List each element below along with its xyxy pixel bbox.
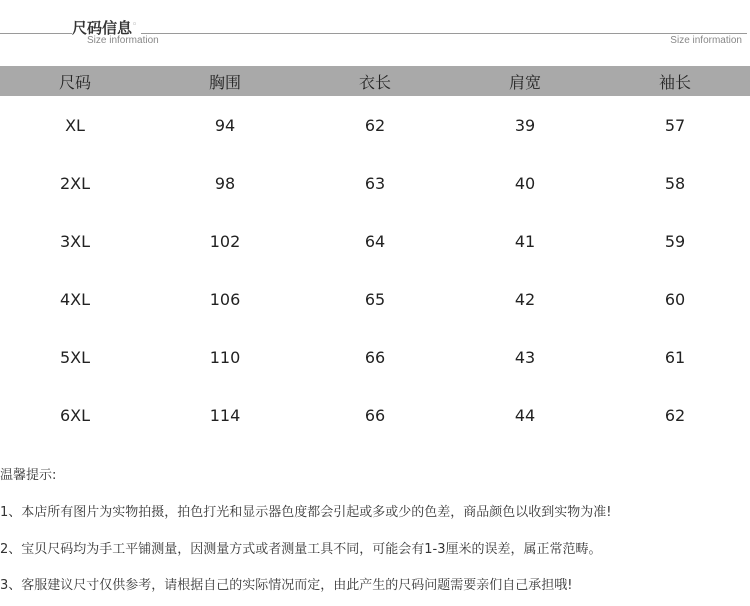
column-header-shoulder: 肩宽 [450, 66, 600, 96]
table-cell: 39 [514, 115, 536, 135]
table-row [0, 328, 750, 386]
table-cell: 114 [209, 405, 241, 425]
column-header-sleeve: 袖长 [600, 66, 750, 96]
table-cell: 3XL [59, 231, 91, 251]
section-title-text: 尺码信息 [72, 19, 133, 37]
title-decoration-icon: ◦ [132, 20, 138, 30]
table-cell: XL [65, 115, 85, 135]
table-cell: 106 [209, 289, 241, 309]
table-cell: 42 [514, 289, 536, 309]
size-table [0, 66, 750, 444]
table-cell: 6XL [59, 405, 91, 425]
table-row [0, 154, 750, 212]
table-row [0, 96, 750, 154]
note-item: 2、宝贝尺码均为手工平铺测量，因测量方式或者测量工具不同，可能会有1-3厘米的误差，属正常范畴。 [0, 542, 602, 557]
column-header-length: 衣长 [300, 66, 450, 96]
table-cell: 66 [364, 347, 386, 367]
table-header-row [0, 66, 750, 96]
table-cell: 64 [364, 231, 386, 251]
section-subtitle: Size information [87, 35, 159, 46]
table-row [0, 212, 750, 270]
table-cell: 5XL [59, 347, 91, 367]
table-cell: 110 [209, 347, 241, 367]
notes-heading: 温馨提示: [0, 468, 57, 483]
table-cell: 4XL [59, 289, 91, 309]
table-cell: 43 [514, 347, 536, 367]
table-cell: 59 [664, 231, 686, 251]
table-row [0, 270, 750, 328]
table-cell: 65 [364, 289, 386, 309]
table-cell: 62 [364, 115, 386, 135]
table-cell: 62 [664, 405, 686, 425]
table-cell: 2XL [59, 173, 91, 193]
table-cell: 66 [364, 405, 386, 425]
column-header-size: 尺码 [0, 66, 150, 96]
section-subtitle-right: Size information [670, 35, 742, 46]
table-cell: 61 [664, 347, 686, 367]
table-row [0, 386, 750, 444]
table-cell: 94 [214, 115, 236, 135]
column-header-chest: 胸围 [150, 66, 300, 96]
table-cell: 63 [364, 173, 386, 193]
table-cell: 102 [209, 231, 241, 251]
table-cell: 98 [214, 173, 236, 193]
section-header [0, 0, 750, 60]
note-item: 1、本店所有图片为实物拍摄，拍色打光和显示器色度都会引起或多或少的色差，商品颜色以收到实物为准! [0, 505, 612, 520]
table-cell: 41 [514, 231, 536, 251]
note-item: 3、客服建议尺寸仅供参考，请根据自己的实际情况而定，由此产生的尺码问题需要亲们自己承担哦! [0, 578, 573, 593]
table-cell: 58 [664, 173, 686, 193]
table-cell: 57 [664, 115, 686, 135]
table-cell: 40 [514, 173, 536, 193]
table-cell: 60 [664, 289, 686, 309]
table-cell: 44 [514, 405, 536, 425]
